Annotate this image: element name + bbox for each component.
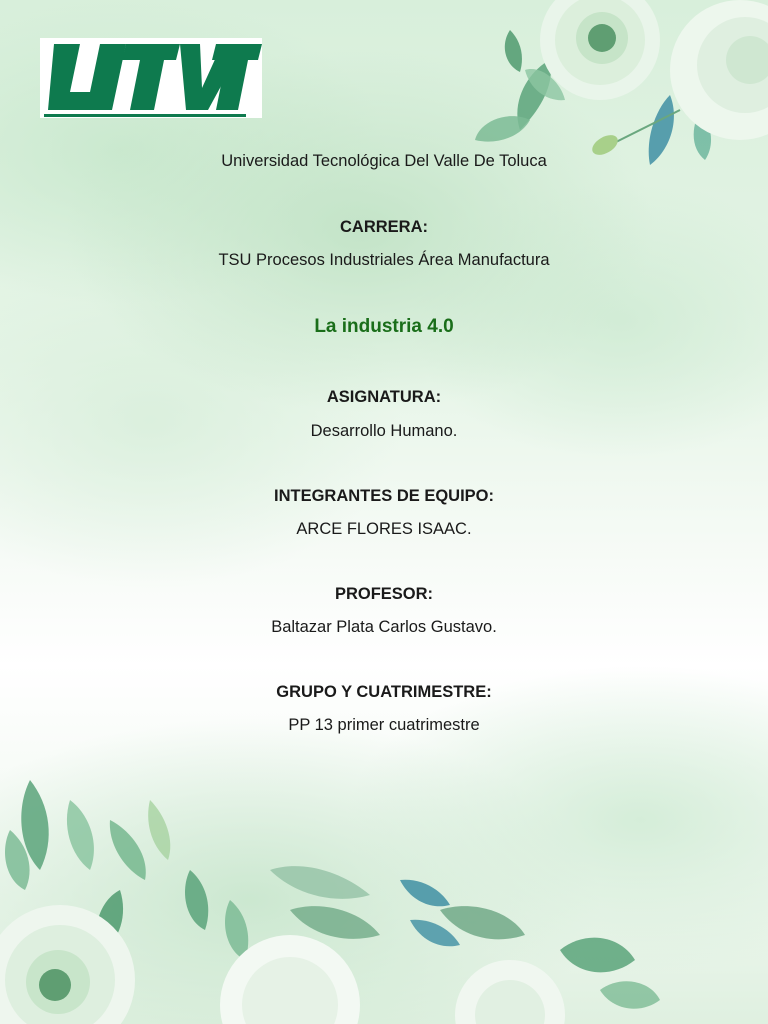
teacher-label: PROFESOR:: [334, 585, 434, 603]
subject-label: ASIGNATURA:: [326, 388, 442, 406]
teacher-value: Baltazar Plata Carlos Gustavo.: [271, 618, 497, 636]
subject-value: Desarrollo Humano.: [310, 422, 458, 440]
career-label: CARRERA:: [340, 218, 428, 236]
university-name: Universidad Tecnológica Del Valle De Toluca: [221, 152, 547, 170]
utvt-logo: [40, 38, 262, 118]
bottom-floral-decoration: [0, 760, 768, 1024]
utvt-logo-mark: [40, 38, 262, 118]
document-title: La industria 4.0: [314, 316, 454, 337]
group-value: PP 13 primer cuatrimestre: [288, 716, 480, 734]
team-value: ARCE FLORES ISAAC.: [296, 520, 472, 538]
group-label: GRUPO Y CUATRIMESTRE:: [276, 683, 492, 701]
team-label: INTEGRANTES DE EQUIPO:: [273, 487, 495, 505]
career-value: TSU Procesos Industriales Área Manufactura: [218, 251, 550, 269]
